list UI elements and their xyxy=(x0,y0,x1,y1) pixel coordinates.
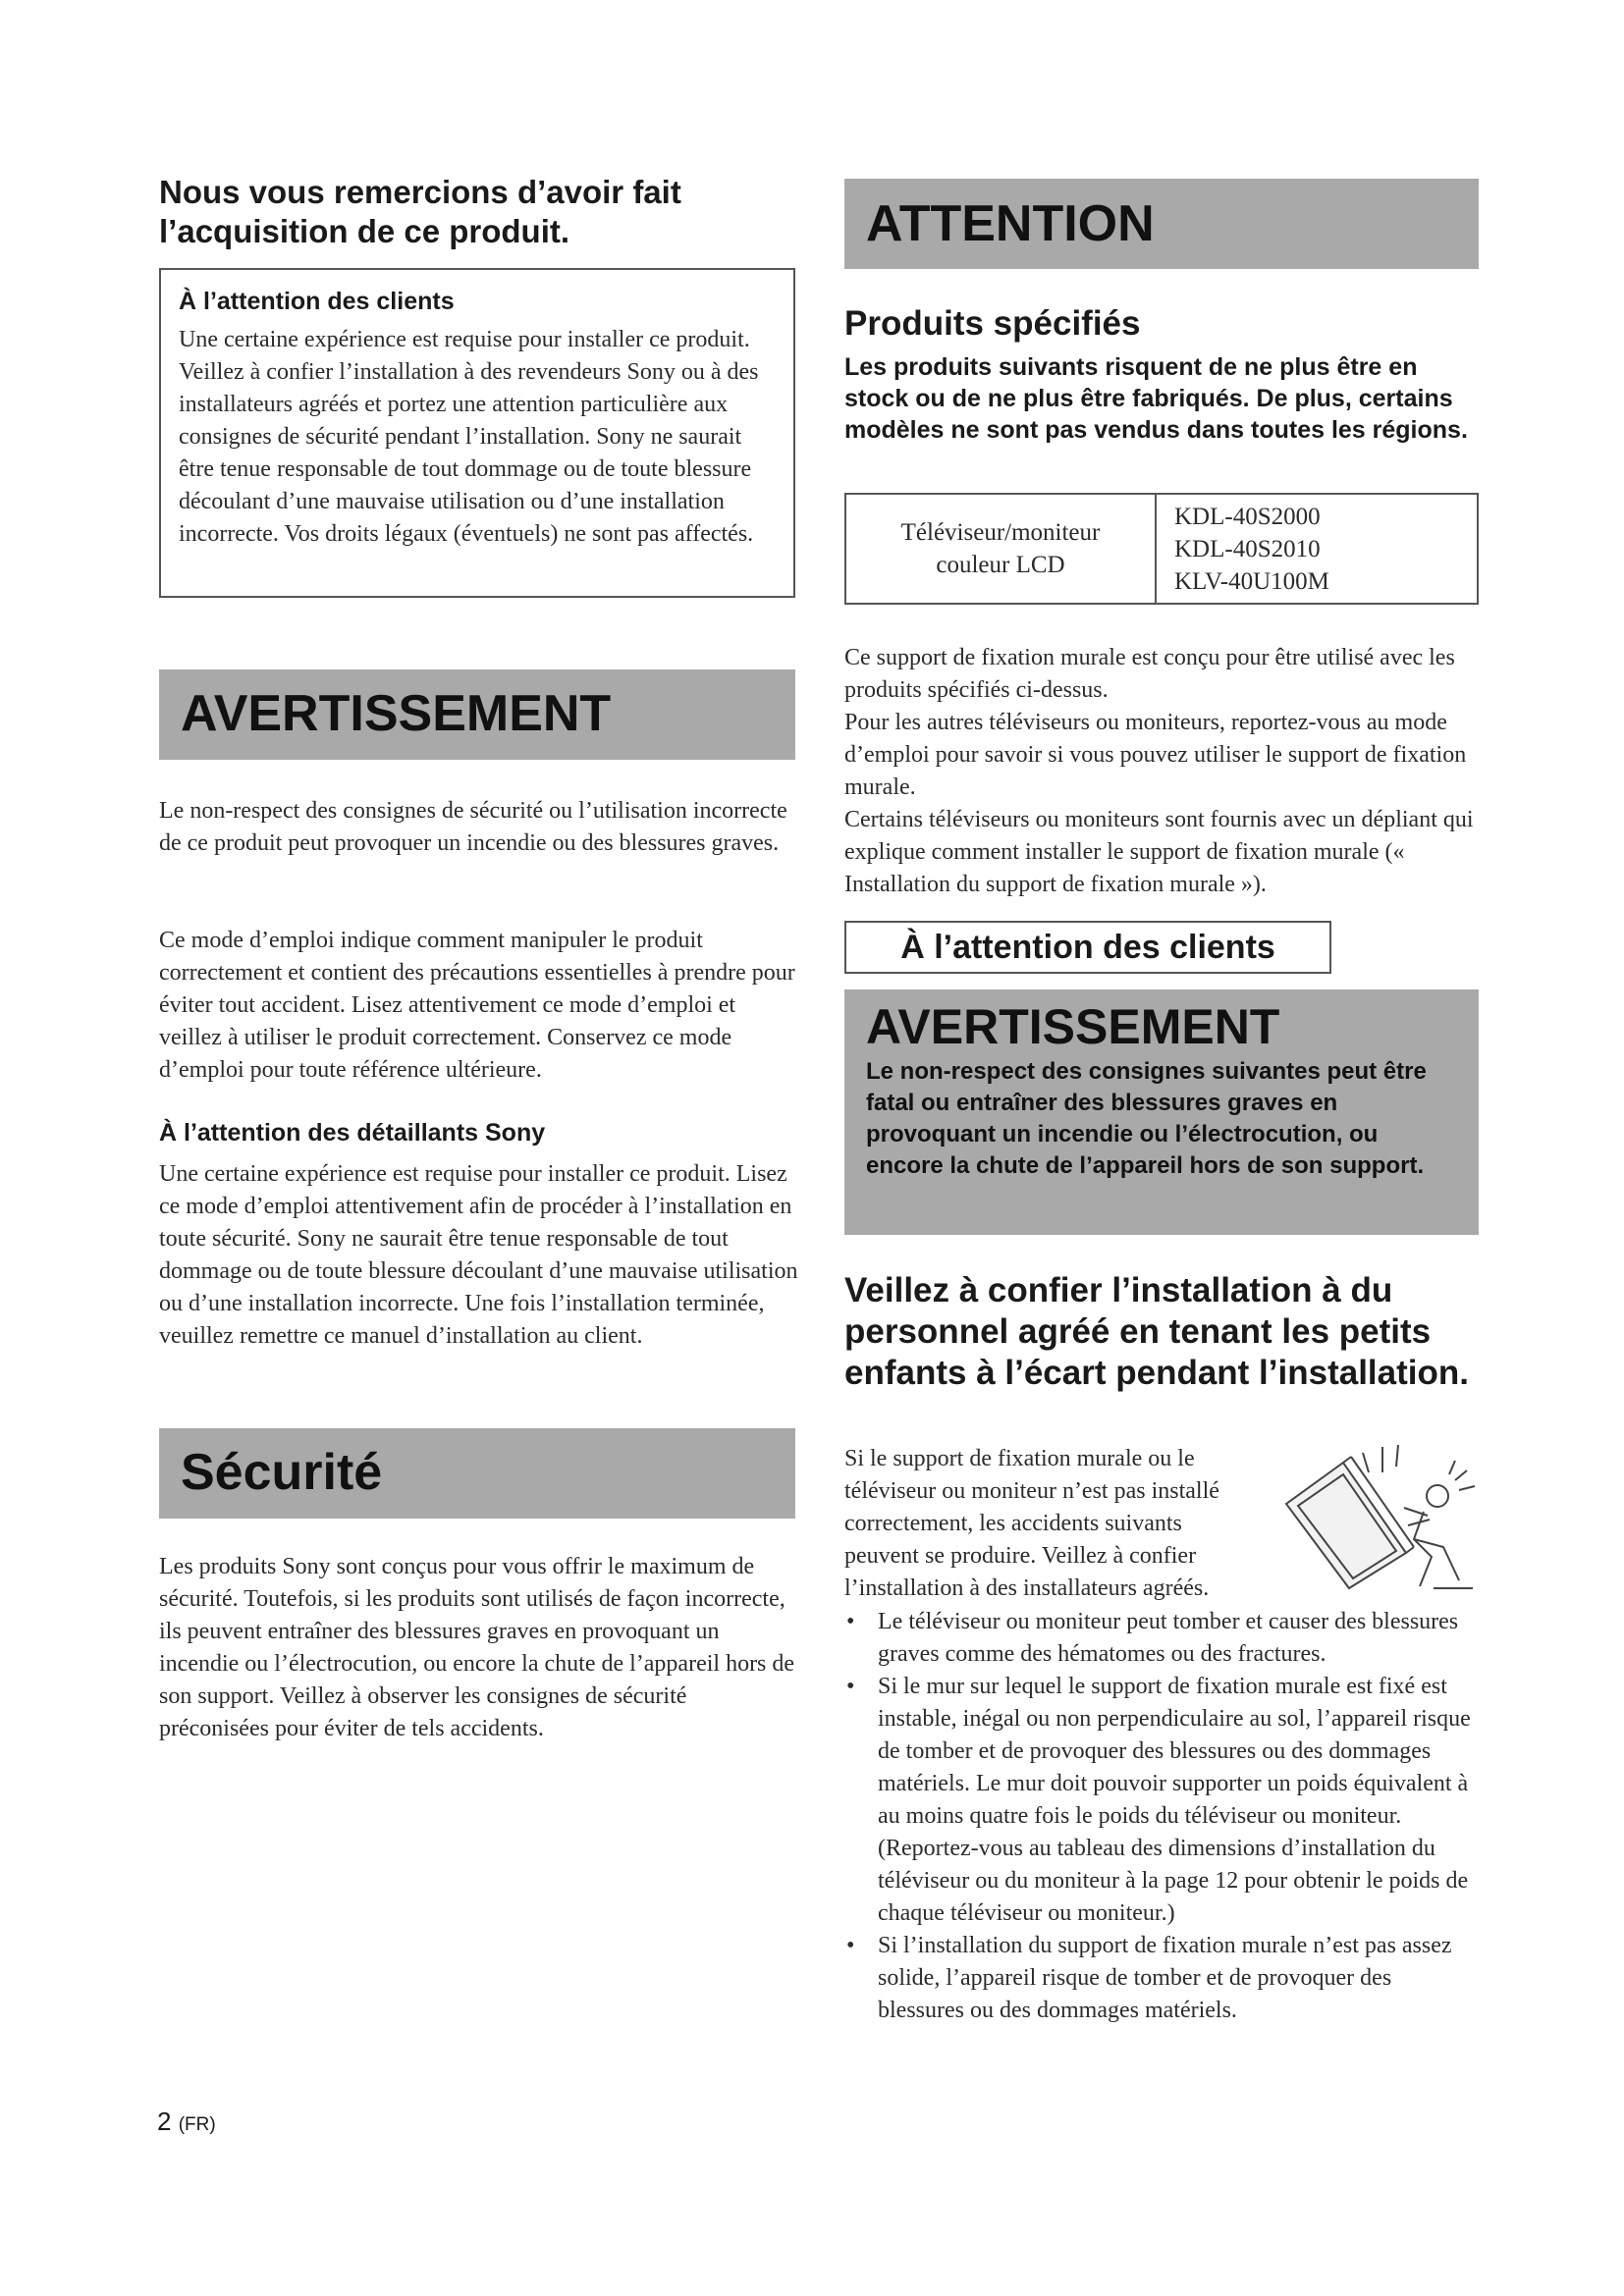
support-info xyxy=(844,642,1483,901)
attention-banner-title: ATTENTION xyxy=(866,195,1155,252)
product-model: KDL-40S2000 xyxy=(1174,503,1321,530)
avertissement-banner-title: AVERTISSEMENT xyxy=(181,685,612,742)
warning-box xyxy=(844,989,1479,1235)
clients-label: À l’attention des clients xyxy=(844,921,1331,974)
product-category-line-1: Téléviseur/moniteur xyxy=(900,519,1101,546)
alarm-line xyxy=(1455,1470,1467,1480)
products-table xyxy=(844,493,1479,605)
tv-edge xyxy=(1406,1547,1414,1553)
avertissement-banner xyxy=(159,669,795,760)
produits-lead: Les produits suivants risquent de ne plus être en stock ou de ne plus être fabriqués. De plus, certains modèles ne sont pas vendus dans toutes les régions. xyxy=(844,353,1468,444)
alarm-line xyxy=(1459,1486,1475,1490)
attention-banner xyxy=(844,179,1479,269)
list-item: • Le téléviseur ou moniteur peut tomber et causer des blessures graves comme des hématomes ou des fractures. xyxy=(844,1606,1483,1671)
support-paragraph-2: Pour les autres téléviseurs ou moniteurs, reportez-vous au mode d’emploi pour savoir si vous pouvez utiliser le support de fixation murale. xyxy=(844,710,1467,800)
hazard-list xyxy=(844,1606,1483,2027)
produits-heading: Produits spécifiés xyxy=(844,304,1141,343)
install-intro: Si le support de fixation murale ou le téléviseur ou moniteur n’est pas installé correctement, les accidents suivants peuvent se produire. Veillez à confier l’installation à des installateurs agréés. xyxy=(844,1446,1219,1601)
product-models-cell xyxy=(1156,494,1478,604)
warning-box-text: Le non-respect des consignes suivantes peut être fatal ou entraîner des blessures graves en provoquant un incendie ou l’électrocution, ou encore la chute de l’appareil hors de son support. xyxy=(866,1058,1427,1179)
tv-edge xyxy=(1343,1457,1351,1463)
securite-banner-title: Sécurité xyxy=(181,1444,383,1501)
alarm-line xyxy=(1449,1461,1455,1474)
warning-box-title: AVERTISSEMENT xyxy=(866,999,1280,1054)
product-category-line-2: couleur LCD xyxy=(936,552,1065,578)
person-arm xyxy=(1404,1508,1428,1516)
product-model: KLV-40U100M xyxy=(1174,567,1329,595)
avertissement-paragraph-1: Le non-respect des consignes de sécurité ou l’utilisation incorrecte de ce produit peut provoquer un incendie ou des blessures graves. xyxy=(159,798,787,856)
dealers-text: Une certaine expérience est requise pour installer ce produit. Lisez ce mode d’emploi attentivement afin de procéder à l’installation en toute sécurité. Sony ne saurait être tenue responsable de tout dommage ou de toute blessure découlant d’une mauvaise utilisation ou d’une installation incorrecte. Une fois l’installation terminée, veuillez remettre ce manuel d’installation au client. xyxy=(159,1161,798,1349)
clients-notice-box xyxy=(159,268,795,598)
install-heading: Veillez à confier l’installation à du personnel agréé en tenant les petits enfants à l’écart pendant l’installation. xyxy=(844,1271,1469,1392)
securite-text: Les produits Sony sont conçus pour vous offrir le maximum de sécurité. Toutefois, si les produits sont utilisés de façon incorrecte, ils peuvent entraîner des blessures graves en provoquant un incendie ou l’électrocution, ou encore la chute de l’appareil hors de son support. Veillez à observer les consignes de sécurité préconisées pour éviter de tels accidents. xyxy=(159,1554,795,1741)
falling-tv-illustration xyxy=(1267,1443,1489,1596)
page-footer xyxy=(157,2107,216,2137)
page-number: 2 xyxy=(157,2107,172,2136)
list-item: • Si le mur sur lequel le support de fixation murale est fixé est instable, inégal ou non perpendiculaire au sol, l’appareil risque de tomber et de provoquer des blessures ou des dommages matériels. Le mur doit pouvoir supporter un poids équivalent à au moins quatre fois le poids du téléviseur ou moniteur. (Reportez-vous au tableau des dimensions d’installation du téléviseur ou du moniteur à la page 12 pour obtenir le poids de chaque téléviseur ou moniteur.) xyxy=(844,1671,1483,1930)
dealers-heading: À l’attention des détaillants Sony xyxy=(159,1119,546,1147)
avertissement-paragraph-2: Ce mode d’emploi indique comment manipuler le produit correctement et contient des précautions essentielles à prendre pour éviter tout accident. Lisez attentivement ce mode d’emploi et veillez à utiliser le produit correctement. Conservez ce mode d’emploi pour toute référence ultérieure. xyxy=(159,928,795,1083)
list-item: • Si l’installation du support de fixation murale n’est pas assez solide, l’appareil risque de tomber et de provoquer des blessures ou des dommages matériels. xyxy=(844,1930,1483,2027)
person-head xyxy=(1427,1485,1448,1507)
support-paragraph-3: Certains téléviseurs ou moniteurs sont fournis avec un dépliant qui explique comment installer le support de fixation murale (« Installation du support de fixation murale »). xyxy=(844,807,1474,897)
impact-line xyxy=(1396,1445,1398,1467)
page-language: (FR) xyxy=(178,2114,216,2135)
products-table-row xyxy=(845,494,1478,604)
product-category-cell xyxy=(845,494,1156,604)
product-model: KDL-40S2010 xyxy=(1174,535,1321,562)
impact-line xyxy=(1363,1453,1369,1472)
thanks-heading: Nous vous remercions d’avoir fait l’acquisition de ce produit. xyxy=(159,174,681,249)
securite-banner xyxy=(159,1428,795,1519)
support-paragraph-1: Ce support de fixation murale est conçu pour être utilisé avec les produits spécifiés ci-dessus. xyxy=(844,645,1455,703)
clients-notice-text: Une certaine expérience est requise pour installer ce produit. Veillez à confier l’installation à des revendeurs Sony ou à des installateurs agréés et portez une attention particulière aux consignes de sécurité pendant l’installation. Sony ne saurait être tenue responsable de tout dommage ou de toute blessure découlant d’une mauvaise utilisation ou d’une installation incorrecte. Vos droits légaux (éventuels) ne sont pas affectés. xyxy=(179,327,759,547)
clients-notice-title: À l’attention des clients xyxy=(179,288,455,315)
